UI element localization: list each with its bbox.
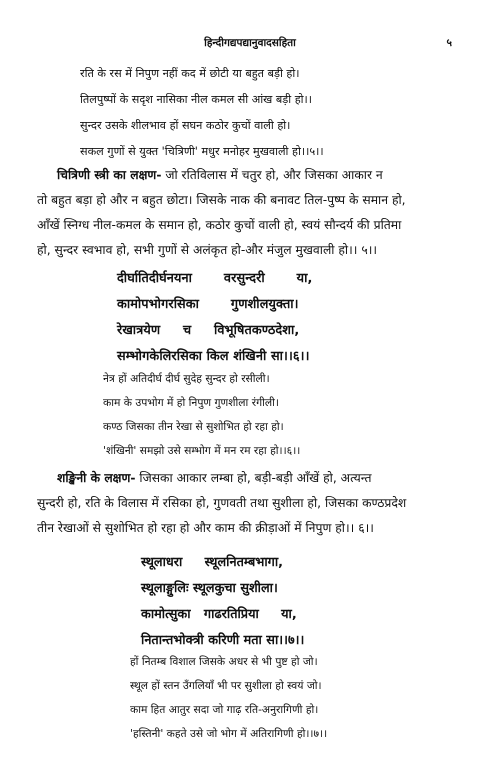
paragraph-text: जिसका आकार लम्बा हो, बड़ी-बड़ी आँखें हो, अत्यन्त [135,471,372,485]
verse-line: हों नितम्ब विशाल जिसके अधर से भी पुष्ट हो जो। [130,655,318,668]
verse-line: काम हित आतुर सदा जो गाढ़ रति-अनुरागिणी हो। [130,703,319,716]
shloka-line: कामोपभोगरसिका गुणशीलयुक्ता। [117,297,299,312]
shloka-line: स्थूलाङ्गुलिः स्थूलकुचा सुशीला। [141,581,278,596]
verse-line: सकल गुणों से युक्त 'चित्रिणी' मधुर मनोहर मुखवाली हो।।५।। [80,145,324,158]
shloka-line: नितान्तभोक्त्री करिणी मता सा।।७।। [141,633,305,648]
verse-line: कण्ठ जिसका तीन रेखा से सुशोभित हो रहा हो। [103,420,284,433]
shloka-line: स्थूलाधरा स्थूलनितम्बभागा, [141,555,284,570]
verse-line: स्थूल हों स्तन उँगलियाँ भी पर सुशीला हो स्वयं जो। [130,679,322,692]
section-heading: शङ्खिनी के लक्षण- [57,471,136,485]
paragraph-line [57,469,372,486]
shloka-line: कामोत्सुका गाढरतिप्रिया या, [141,607,297,622]
shloka-line: रेखात्रयेण च विभूषितकण्ठदेशा, [117,323,300,338]
verse-line: काम के उपभोग में हो निपुण गुणशीला रंगीली। [103,396,279,409]
verse-line: 'शंखिनी' समझो उसे सम्भोग में मन रम रहा हो।।६।। [103,444,301,457]
shloka-line: सम्भोगकेलिरसिका किल शंखिनी सा।।६।। [117,349,310,364]
verse-line: रति के रस में निपुण नहीं कद में छोटी या बहुत बड़ी हो। [80,67,300,80]
running-title: हिन्दीगद्यपद्यानुवादसहिता [204,37,296,49]
shloka-line: दीर्घातिदीर्घनयना वरसुन्दरी या, [117,271,313,286]
page-number: ५ [446,37,452,49]
paragraph-line: सुन्दरी हो, रति के विलास में रसिका हो, गुणवती तथा सुशीला हो, जिसका कण्ठप्रदेश [37,496,407,510]
page-header [0,36,500,52]
paragraph-line: आँखें स्निग्ध नील-कमल के समान हो, कठोर कुचों वाली हो, स्वयं सौन्दर्य की प्रतिमा [37,218,402,232]
paragraph-line [57,166,383,183]
section-heading: चित्रिणी स्त्री का लक्षण- [57,168,162,182]
paragraph-line: तीन रेखाओं से सुशोभित हो रहा हो और काम की क्रीड़ाओं में निपुण हो।। ६।। [37,521,374,535]
paragraph-line: तो बहुत बड़ा हो और न बहुत छोटा। जिसके नाक की बनावट तिल-पुष्प के समान हो, [37,193,406,207]
verse-line: नेत्र हों अतिदीर्घ दीर्घ सुदेह सुन्दर हो रसीली। [103,372,270,385]
verse-line: 'हस्तिनी' कहते उसे जो भोग में अतिरागिणी हो।।७।। [130,727,328,740]
paragraph-text: जो रतिविलास में चतुर हो, और जिसका आकार न [161,168,383,182]
verse-line: तिलपुष्पों के सदृश नासिका नील कमल सी आंख बड़ी हो।। [80,93,313,106]
verse-line: सुन्दर उसके शीलभाव हों सघन कठोर कुचों वाली हो। [80,119,291,132]
paragraph-line: हो, सुन्दर स्वभाव हो, सभी गुणों से अलंकृत हो-और मंजुल मुखवाली हो।। ५।। [37,243,378,257]
